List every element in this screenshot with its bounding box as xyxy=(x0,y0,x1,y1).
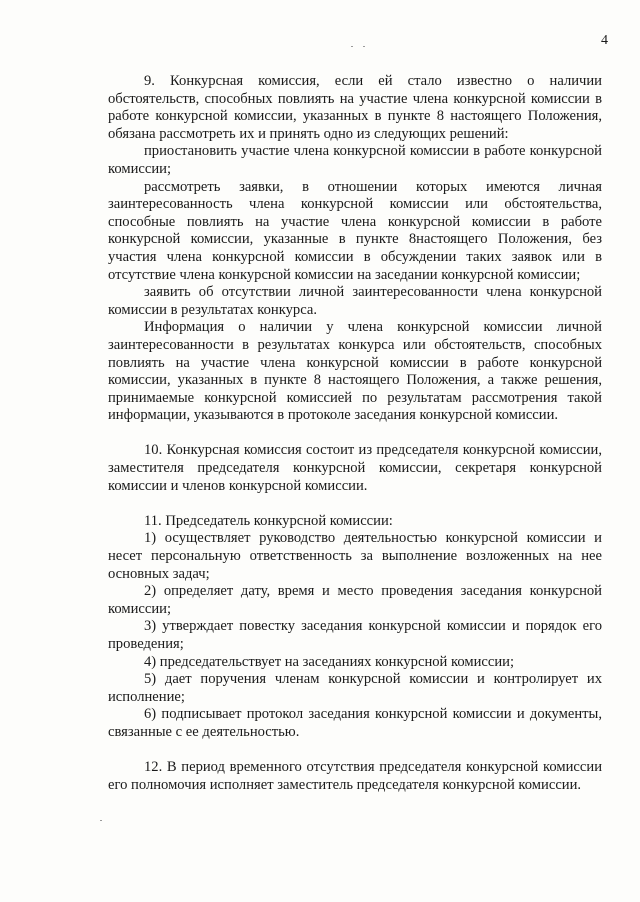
document-body xyxy=(108,73,602,794)
paragraph-10: 10. Конкурсная комиссия состоит из председателя конкурсной комиссии, заместителя председателя конкурсной комиссии, секретаря конкурсной комиссии и членов конкурсной комиссии. xyxy=(108,442,602,494)
paragraph-9-option-review: рассмотреть заявки, в отношении которых имеются личная заинтересованность члена конкурсной комиссии или обстоятельства, способные повлиять на участие члена конкурсной комиссии в работе конкурсной комиссии, указанные в пункте 8настоящего Положения, без участия члена конкурсной комиссии в обсуждении таких заявок или в отсутствие члена конкурсной комиссии на заседании конкурсной комиссии; xyxy=(108,178,602,283)
paragraph-11-item-4: 4) председательствует на заседаниях конкурсной комиссии; xyxy=(144,653,515,670)
paragraph-spacer xyxy=(108,495,602,513)
paragraph-11-item-2: 2) определяет дату, время и место проведения заседания конкурсной комиссии; xyxy=(108,583,602,617)
paragraph-11-item-5: 5) дает поручения членам конкурсной комиссии и контролирует их исполнение; xyxy=(108,671,602,705)
paragraph-11-item-3: 3) утверждает повестку заседания конкурсной комиссии и порядок его проведения; xyxy=(108,618,602,652)
paragraph-9-option-suspend: приостановить участие члена конкурсной комиссии в работе конкурсной комиссии; xyxy=(108,143,602,177)
paragraph-11-intro: 11. Председатель конкурсной комиссии: xyxy=(144,512,393,529)
paragraph-9-information: Информация о наличии у члена конкурсной комиссии личной заинтересованности в результатах конкурса или обстоятельств, способных повлиять на участие члена конкурсной комиссии в работе конкурсной комиссии, указанных в пункте 8 настоящего Положения, а также решения, принимаемые конкурсной комиссией по результатам рассмотрения такой информации, указываются в протоколе заседания конкурсной комиссии. xyxy=(108,319,602,424)
paragraph-12: 12. В период временного отсутствия председателя конкурсной комиссии его полномочия исполняет заместитель председателя конкурсной комиссии. xyxy=(108,759,602,793)
scan-speck xyxy=(363,46,365,47)
scan-speck xyxy=(351,46,353,47)
paragraph-spacer xyxy=(108,425,602,443)
paragraph-11-item-1: 1) осуществляет руководство деятельностью конкурсной комиссии и несет персональную ответственность за выполнение возложенных на нее основных задач; xyxy=(108,530,602,582)
paragraph-11-item-6: 6) подписывает протокол заседания конкурсной комиссии и документы, связанные с ее деятельностью. xyxy=(108,706,602,740)
scan-speck xyxy=(100,820,102,821)
paragraph-9-option-declare: заявить об отсутствии личной заинтересованности члена конкурсной комиссии в результатах конкурса. xyxy=(108,284,602,318)
page-number: 4 xyxy=(601,33,608,48)
paragraph-spacer xyxy=(108,742,602,760)
paragraph-9-intro: 9. Конкурсная комиссия, если ей стало известно о наличии обстоятельств, способных повлиять на участие члена конкурсной комиссии в работе конкурсной комиссии, указанных в пункте 8 настоящего Положения, обязана рассмотреть их и принять одно из следующих решений: xyxy=(108,73,602,142)
